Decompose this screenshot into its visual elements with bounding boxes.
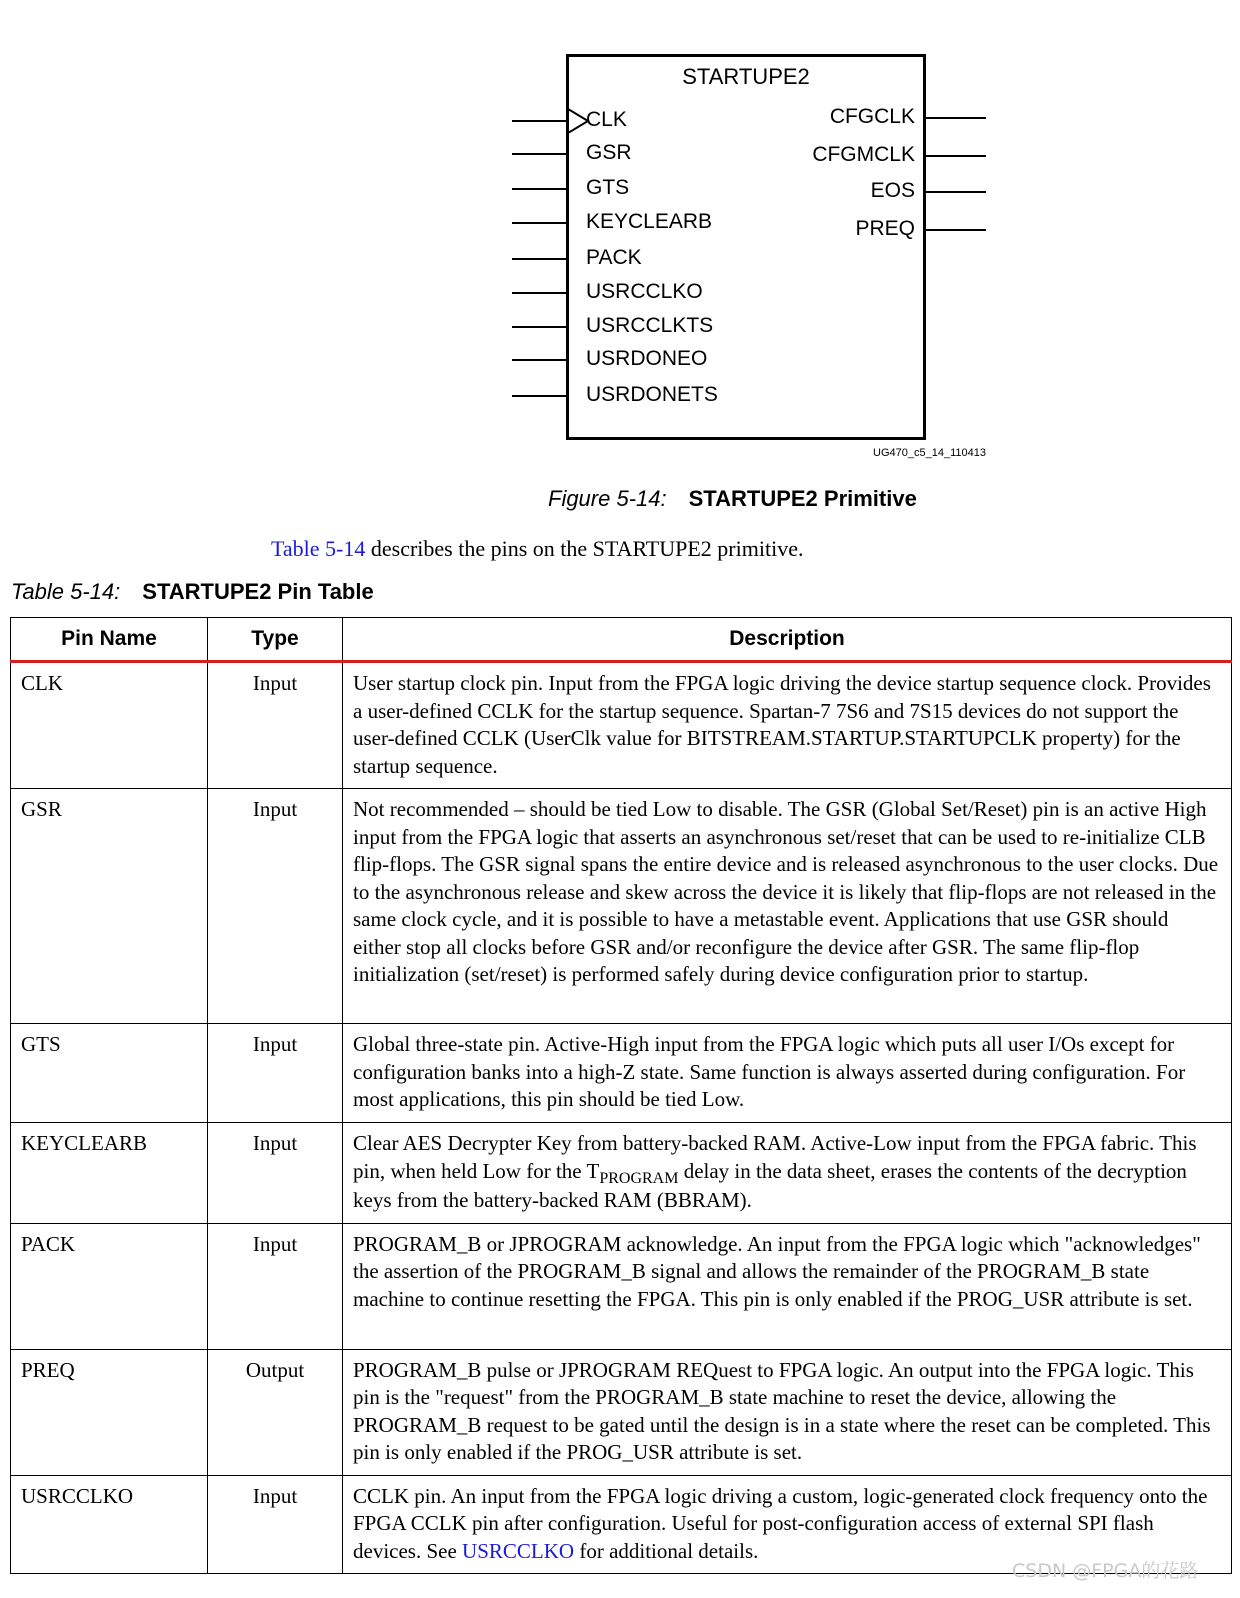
table-row: [11, 1349, 1232, 1475]
pin-label-usrcclko: USRCCLKO: [586, 280, 703, 303]
pin-wire-cfgclk: [926, 117, 986, 119]
pin-label-keyclearb: KEYCLEARB: [586, 210, 713, 233]
description-cell: PROGRAM_B or JPROGRAM acknowledge. An input from the FPGA logic which "acknowledges" the assertion of the PROGRAM_B signal and allows the remainder of the PROGRAM_B state machine to continue resetting the FPGA. This pin is only enabled if the PROG_USR attribute is set.: [343, 1223, 1232, 1349]
pin-name-cell: GSR: [11, 789, 208, 1024]
type-cell: Input: [208, 1123, 343, 1224]
type-cell: Input: [208, 1024, 343, 1123]
description-cell: [343, 1123, 1232, 1224]
type-cell: Input: [208, 789, 343, 1024]
pin-label-cfgmclk: CFGMCLK: [812, 143, 915, 166]
description-cell: Global three-state pin. Active-High input from the FPGA logic which puts all user I/Os except for configuration banks into a high-Z state. Same function is always asserted during configuration. For most applications, this pin should be tied Low.: [343, 1024, 1232, 1123]
pin-wire-usrdonets: [512, 395, 566, 397]
pin-label-gts: GTS: [586, 176, 630, 199]
watermark: CSDN @FPGA的花路: [1012, 1560, 1199, 1582]
pin-wire-pack: [512, 258, 566, 260]
pin-name-cell: PACK: [11, 1223, 208, 1349]
table-row: [11, 662, 1232, 789]
pin-label-eos: EOS: [870, 179, 915, 202]
pin-name-cell: PREQ: [11, 1349, 208, 1475]
pin-label-gsr: GSR: [586, 141, 632, 164]
pin-wire-usrcclkts: [512, 326, 566, 328]
description-cell: PROGRAM_B pulse or JPROGRAM REQuest to FPGA logic. An output into the FPGA logic. This pin is the "request" from the PROGRAM_B state machine to reset the device, allowing the PROGRAM_B request to be gated until the design is in a state where the reset can be completed. This pin is only enabled if the PROG_USR attribute is set.: [343, 1349, 1232, 1475]
startupe2-figure: [0, 0, 1240, 520]
pin-name-cell: CLK: [11, 662, 208, 789]
table-header-row: [11, 618, 1232, 662]
type-cell: Input: [208, 662, 343, 789]
pin-wire-cfgmclk: [926, 155, 986, 157]
pin-label-usrcclkts: USRCCLKTS: [586, 314, 714, 337]
pin-wire-gsr: [512, 153, 566, 155]
header-pin-name: Pin Name: [11, 618, 208, 662]
primitive-name: STARTUPE2: [682, 64, 810, 89]
table-caption-number: Table 5-14:: [11, 579, 121, 604]
pin-wire-preq: [926, 229, 986, 231]
description-text: delay in the data sheet, erases the contents of the decryption keys from the battery-backed RAM (BBRAM).: [353, 1158, 1187, 1212]
intro-text: describes the pins on the STARTUPE2 primitive.: [365, 536, 804, 561]
pin-wire-usrcclko: [512, 292, 566, 294]
figure-caption: [548, 486, 1008, 512]
pin-wire-clk: [512, 120, 566, 122]
header-type: Type: [208, 618, 343, 662]
description-cell: Not recommended – should be tied Low to disable. The GSR (Global Set/Reset) pin is an active High input from the FPGA logic that asserts an asynchronous set/reset that can be used to re-initialize CLB flip-flops. The GSR signal spans the entire device and is released asynchronous to the user clocks. Due to the asynchronous release and skew across the device it is likely that flip-flops are not released in the same clock cycle, and it is possible to have a metastable event. Applications that use GSR should either stop all clocks before GSR and/or reconfigure the device after GSR. The same flip-flop initialization (set/reset) is performed safely during device configuration prior to startup.: [343, 789, 1232, 1024]
intro-paragraph: [271, 536, 803, 562]
table-caption-title: STARTUPE2 Pin Table: [142, 579, 374, 604]
header-description: Description: [343, 618, 1232, 662]
pin-name-cell: KEYCLEARB: [11, 1123, 208, 1224]
pin-wire-keyclearb: [512, 222, 566, 224]
pin-label-usrdoneo: USRDONEO: [586, 347, 708, 370]
table-row: [11, 789, 1232, 1024]
table-reference-link[interactable]: Table 5-14: [271, 536, 366, 561]
table-row: [11, 1024, 1232, 1123]
figure-caption-number: Figure 5-14:: [548, 486, 667, 511]
type-cell: Input: [208, 1223, 343, 1349]
pin-table: [10, 617, 1232, 1574]
type-cell: Output: [208, 1349, 343, 1475]
description-cell: User startup clock pin. Input from the FPGA logic driving the device startup sequence clock. Provides a user-defined CCLK for the startup sequence. Spartan-7 7S6 and 7S15 devices do not support the user-defined CCLK (UserClk value for BITSTREAM.STARTUP.STARTUPCLK property) for the startup sequence.: [343, 662, 1232, 789]
pin-wire-eos: [926, 191, 986, 193]
description-text: for additional details.: [574, 1538, 759, 1563]
pin-wire-usrdoneo: [512, 359, 566, 361]
type-cell: Input: [208, 1475, 343, 1574]
description-subscript: PROGRAM: [599, 1169, 679, 1187]
pin-wire-gts: [512, 188, 566, 190]
description-text: Clear AES Decrypter Key from battery-backed RAM. Active-Low input from the FPGA fabric. This pin, when held Low for the T: [353, 1131, 1197, 1183]
pin-label-preq: PREQ: [855, 217, 915, 240]
table-row: [11, 1123, 1232, 1224]
description-text: CCLK pin. An input from the FPGA logic driving a custom, logic-generated clock frequency onto the FPGA CCLK pin after configuration. Useful for post-configuration access of external SPI flash devices. See: [353, 1483, 1208, 1563]
pin-label-cfgclk: CFGCLK: [829, 105, 915, 128]
pin-name-cell: USRCCLKO: [11, 1475, 208, 1574]
usrcclko-link[interactable]: USRCCLKO: [462, 1538, 575, 1563]
figure-id: UG470_c5_14_110413: [873, 447, 986, 459]
pin-label-usrdonets: USRDONETS: [586, 383, 718, 406]
figure-caption-title: STARTUPE2 Primitive: [688, 486, 917, 511]
pin-label-pack: PACK: [586, 246, 642, 269]
table-row: [11, 1223, 1232, 1349]
pin-label-clk: CLK: [586, 108, 627, 131]
table-caption: [11, 579, 374, 605]
pin-name-cell: GTS: [11, 1024, 208, 1123]
